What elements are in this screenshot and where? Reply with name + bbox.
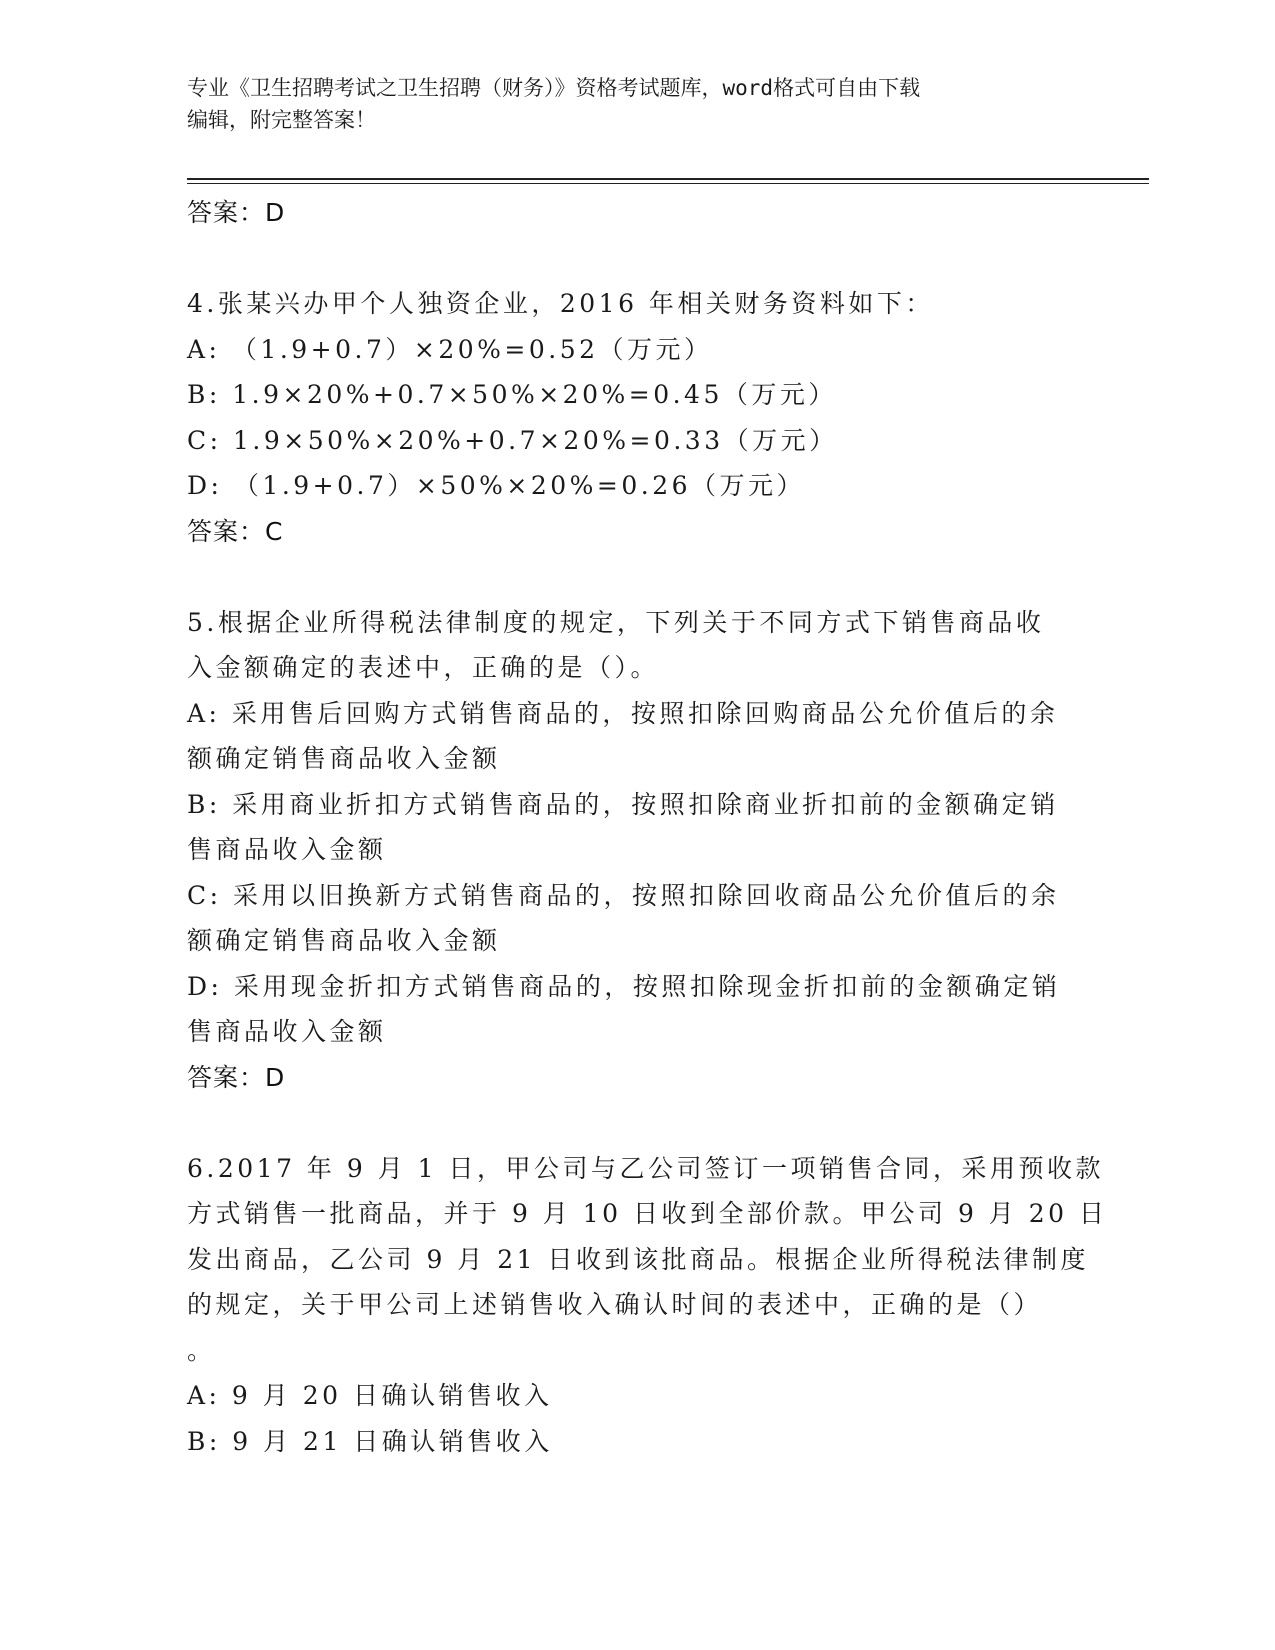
option-a: A: （1.9+0.7）×20%=0.52（万元） (187, 334, 713, 364)
option-d-cont: 售商品收入金额 (187, 1017, 387, 1046)
header-line-1: 专业《卫生招聘考试之卫生招聘（财务）》资格考试题库，word格式可自由下载 (187, 76, 921, 100)
answer-q5: 答案：D (187, 1062, 286, 1092)
option-c: C: 1.9×50%×20%+0.7×20%=0.33（万元） (187, 425, 838, 455)
question-stem-line: 6.2017 年 9 月 1 日，甲公司与乙公司签订一项销售合同，采用预收款 (187, 1153, 1105, 1183)
option-d: D: （1.9+0.7）×50%×20%=0.26（万元） (187, 471, 806, 500)
question-stem: 4.张某兴办甲个人独资企业，2016 年相关财务资料如下： (187, 289, 934, 318)
option-d: D: 采用现金折扣方式销售商品的，按照扣除现金折扣前的金额确定销 (187, 971, 1061, 1001)
question-stem-line: 。 (187, 1335, 216, 1365)
spacer (187, 554, 1087, 600)
header-divider-thick (187, 178, 1149, 180)
option-c: C: 采用以旧换新方式销售商品的，按照扣除回收商品公允价值后的余 (187, 880, 1060, 910)
option-a: A: 采用售后回购方式销售商品的，按照扣除回购商品公允价值后的余 (187, 698, 1059, 728)
question-6 (187, 1146, 1108, 1465)
option-a: A: 9 月 20 日确认销售收入 (187, 1381, 553, 1410)
option-b: B: 1.9×20%+0.7×50%×20%=0.45（万元） (187, 380, 837, 409)
question-stem-line: 发出商品，乙公司 9 月 21 日收到该批商品。根据企业所得税法律制度 (187, 1244, 1090, 1274)
question-stem-line: 方式销售一批商品，并于 9 月 10 日收到全部价款。甲公司 9 月 20 日 (187, 1199, 1108, 1228)
option-b: B: 9 月 21 日确认销售收入 (187, 1426, 553, 1456)
question-stem-line: 5.根据企业所得税法律制度的规定，下列关于不同方式下销售商品收 (187, 607, 1045, 637)
document-body (187, 190, 1108, 1464)
header-line-2: 编辑，附完整答案！ (187, 108, 376, 132)
option-b-cont: 售商品收入金额 (187, 835, 387, 864)
spacer (187, 235, 1087, 281)
question-5 (187, 600, 1087, 1055)
option-c-cont: 额确定销售商品收入金额 (187, 926, 501, 955)
answer-q3: 答案：D (187, 198, 286, 227)
question-stem-line: 的规定，关于甲公司上述销售收入确认时间的表述中，正确的是（） (187, 1290, 1043, 1319)
spacer (187, 1100, 1087, 1146)
header-divider-thin (187, 183, 1149, 184)
question-stem-line: 入金额确定的表述中，正确的是（）。 (187, 653, 660, 682)
option-a-cont: 额确定销售商品收入金额 (187, 744, 501, 773)
option-b: B: 采用商业折扣方式销售商品的，按照扣除商业折扣前的金额确定销 (187, 789, 1059, 819)
page-header (187, 72, 1077, 136)
question-4 (187, 281, 1087, 509)
answer-q4: 答案：C (187, 516, 284, 546)
